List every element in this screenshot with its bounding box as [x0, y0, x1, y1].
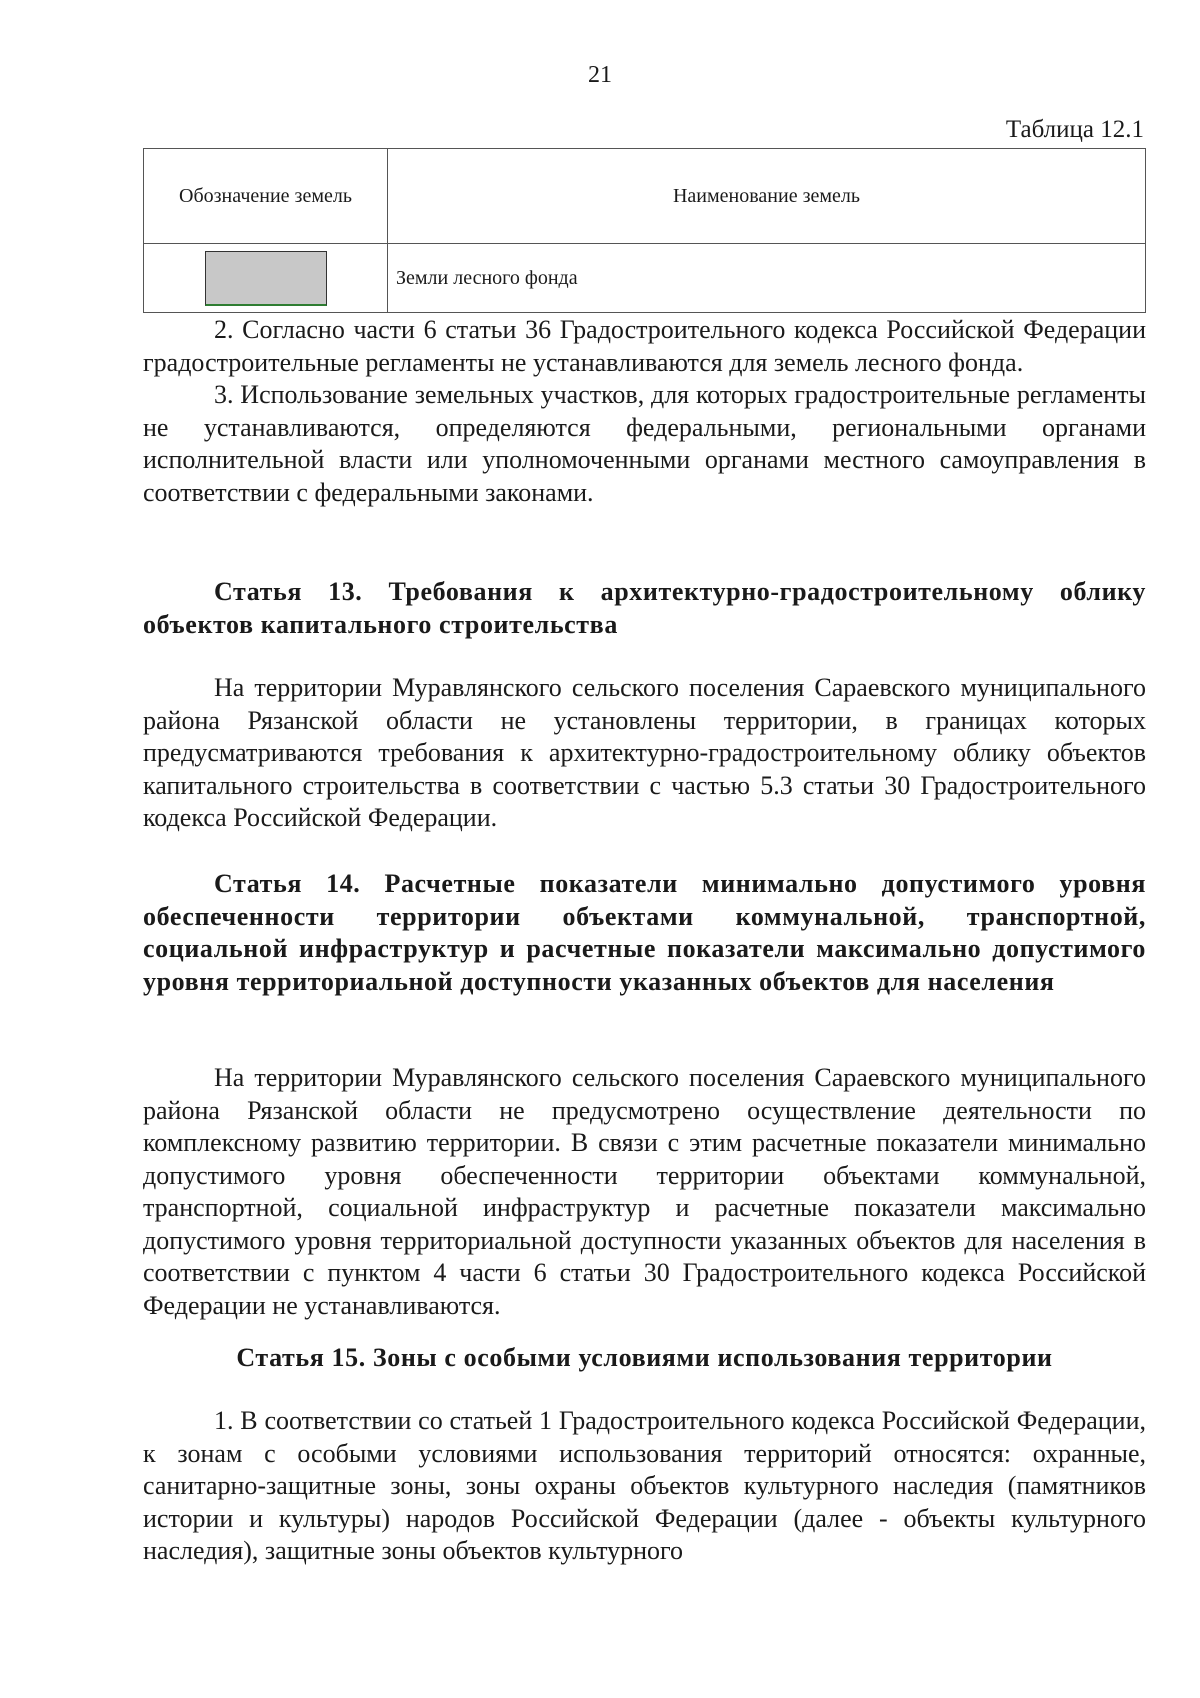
forest-land-swatch: [205, 251, 327, 306]
paragraph-2: 2. Согласно части 6 статьи 36 Градостроительного кодекса Российской Федерации градостроительные регламенты не устанавливаются для земель лесного фонда.: [143, 315, 1146, 377]
name-cell: Земли лесного фонда: [388, 244, 1146, 313]
header-code-cell: Обозначение земель: [144, 149, 388, 244]
article-14-text: На территории Муравлянского сельского поселения Сараевского муниципального района Рязанской области не предусмотрено осуществление деятельности по комплексному развитию территории. В связи с этим расчетные показатели минимально допустимого уровня обеспеченности территории объектами коммунальной, транспортной, социальной инфраструктур и расчетные показатели максимально допустимого уровня территориальной доступности указанных объектов для населения в соответствии с пунктом 4 части 6 статьи 30 Градостроительного кодекса Российской Федерации не устанавливаются.: [143, 1063, 1146, 1320]
article-13-heading: Статья 13. Требования к архитектурно-градостроительному облику объектов капитального строительства: [143, 577, 1146, 639]
article-14-heading: Статья 14. Расчетные показатели минимально допустимого уровня обеспеченности территории объектами коммунальной, транспортной, социальной инфраструктур и расчетные показатели максимально допустимого уровня территориальной доступности указанных объектов для населения: [143, 869, 1146, 996]
article-15-text: 1. В соответствии со статьей 1 Градостроительного кодекса Российской Федерации, к зонам с особыми условиями использования территорий относятся: охранные, санитарно-защитные зоны, зоны охраны объектов культурного наследия (памятников истории и культуры) народов Российской Федерации (далее - объекты культурного наследия), защитные зоны объектов культурного: [143, 1406, 1146, 1565]
land-designation-table: [143, 148, 1146, 313]
intro-paragraphs: [143, 314, 1146, 509]
article-13-text: На территории Муравлянского сельского поселения Сараевского муниципального района Рязанской области не установлены территории, в границах которых предусматриваются требования к архитектурно-градостроительному облику объектов капитального строительства в соответствии с частью 5.3 статьи 30 Градостроительного кодекса Российской Федерации.: [143, 673, 1146, 832]
header-name-cell: Наименование земель: [388, 149, 1146, 244]
page-number: 21: [588, 62, 612, 88]
table-caption: Таблица 12.1: [1005, 116, 1144, 143]
code-cell: [144, 244, 388, 313]
table-row: [144, 244, 1146, 313]
article-13-body: [143, 672, 1146, 835]
article-14-body: [143, 1062, 1146, 1322]
article-15-body: [143, 1405, 1146, 1568]
article-15-heading: Статья 15. Зоны с особыми условиями использования территории: [236, 1343, 1053, 1372]
table-header-row: [144, 149, 1146, 244]
paragraph-3: 3. Использование земельных участков, для которых градостроительные регламенты не устанавливаются, определяются федеральными, региональными органами исполнительной власти или уполномоченными органами местного самоуправления в соответствии с федеральными законами.: [143, 380, 1146, 507]
